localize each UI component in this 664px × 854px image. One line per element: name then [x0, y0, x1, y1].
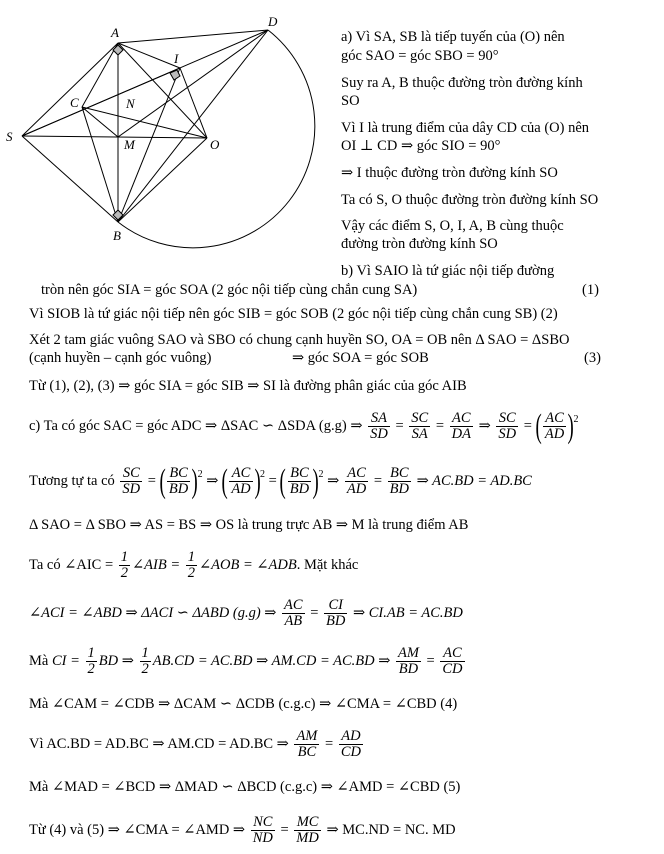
label-c: C — [70, 95, 79, 110]
text-b6: Từ (1), (2), (3) ⇒ góc SIA = góc SIB ⇒ SI là đường phân giác của góc AIB — [29, 378, 467, 394]
implies-sign: ⇒ — [206, 473, 219, 489]
c4-tail: . Mặt khác — [296, 557, 359, 573]
geometry-figure — [0, 0, 330, 250]
implies-sign: ⇒ — [327, 473, 340, 489]
eq-sign: = — [373, 473, 382, 489]
text-a8: Ta có S, O thuộc đường tròn đường kính SO — [341, 192, 599, 208]
frac-bc-bd: $\frac{BC}{BD}$ — [289, 465, 310, 498]
text-b2: tròn nên góc SIA = góc SOA (2 góc nội tiếp cùng chắn cung SA) — [41, 282, 418, 298]
label-d: D — [268, 14, 278, 29]
c1-intro: c) Ta có góc SAC = góc ADC — [29, 418, 202, 434]
text-c3: Δ SAO = Δ SBO ⇒ AS = BS ⇒ OS là trung trực AB ⇒ M là trung điểm AB — [29, 517, 469, 533]
text-a9: Vậy các điểm S, O, I, A, B cùng thuộc — [341, 218, 564, 234]
c2-result: ⇒ AC.BD = AD.BC — [416, 473, 532, 489]
eq-sign: = — [280, 822, 289, 838]
text-a2: góc SAO = góc SBO = 90° — [341, 48, 499, 64]
c10-result: ⇒ MC.ND = NC. MD — [326, 822, 456, 838]
text-c10 — [29, 812, 456, 848]
label-m: M — [124, 137, 135, 152]
eq-sign: = — [435, 418, 444, 434]
frac-one-half: $\frac{1}{2}$ — [141, 645, 149, 678]
frac-am-bd: $\frac{AM}{BD}$ — [397, 645, 419, 678]
frac-bc-bd: $\frac{BC}{BD}$ — [389, 465, 409, 498]
frac-nc-nd: $\frac{NC}{ND}$ — [252, 814, 273, 847]
frac-ac-da: $\frac{AC}{DA}$ — [451, 410, 471, 443]
text-b5-num: (3) — [584, 350, 601, 366]
text-a6: OI ⊥ CD ⇒ góc SIO = 90° — [341, 138, 501, 154]
eq-sign: = — [310, 605, 319, 621]
frac-mc-md: $\frac{MC}{MD}$ — [296, 814, 319, 847]
c6-ci: CI = — [51, 653, 80, 669]
frac-one-half: $\frac{1}{2}$ — [187, 549, 195, 582]
frac-one-half: $\frac{1}{2}$ — [87, 645, 95, 678]
frac-ac-cd: $\frac{AC}{CD}$ — [442, 645, 463, 678]
c6-rest: AB.CD = AC.BD ⇒ AM.CD = AC.BD ⇒ — [152, 653, 391, 669]
eq-sign: = — [426, 653, 435, 669]
label-s: S — [6, 129, 13, 144]
text-a5: Vì I là trung điểm của dây CD của (O) nên — [341, 120, 590, 136]
c5-result: ⇒ CI.AB = AC.BD — [352, 605, 463, 621]
label-o: O — [210, 137, 220, 152]
text-c6 — [29, 643, 467, 679]
text-a1: a) Vì SA, SB là tiếp tuyến của (O) nên — [341, 29, 565, 45]
frac-ci-bd: $\frac{CI}{BD}$ — [326, 597, 346, 630]
frac-ad-cd: $\frac{AD}{CD}$ — [340, 728, 361, 761]
eq-sign: = — [147, 473, 156, 489]
frac-bc-bd: $\frac{BC}{BD}$ — [168, 465, 189, 498]
text-a4: SO — [341, 93, 360, 109]
text-a10: đường tròn đường kính SO — [341, 236, 498, 252]
eq-sign: = — [325, 736, 334, 752]
text-b3: Vì SIOB là tứ giác nội tiếp nên góc SIB = góc SOB (2 góc nội tiếp cùng chắn cung SB) (2) — [29, 306, 558, 322]
text-c4 — [29, 547, 358, 583]
frac-sc-sd: $\frac{SC}{SD}$ — [122, 465, 141, 498]
text-c2: Tương tự ta có $\frac{SC}{SD}$ = ( $\frac{BC}{BD}$ )$^2$ ⇒ ( $\frac{AC}{AD}$ )$^2$ = ( $\frac{BC}{BD}$ )$^2$ ⇒ $\frac{AC}{AD}$ = $\frac{BC}{BD}$ ⇒ AC.BD = AD.BC — [29, 462, 532, 500]
square-exp: 2 — [197, 469, 203, 480]
frac-ac-ad: $\frac{AC}{AD}$ — [346, 465, 367, 498]
c5-intro: ∠ACI = ∠ABD ⇒ ΔACI ∽ ΔABD (g.g) ⇒ — [29, 605, 277, 621]
frac-ac-ad: $\frac{AC}{AD}$ — [231, 465, 251, 498]
text-b5b: ⇒ góc SOA = góc SOB — [292, 350, 429, 366]
text-c8 — [29, 726, 365, 762]
text-b2-num: (1) — [582, 282, 599, 298]
frac-ac-ad: $\frac{AC}{AD}$ — [544, 410, 565, 443]
text-a7: ⇒ I thuộc đường tròn đường kính SO — [341, 165, 558, 181]
text-b5a: (cạnh huyền – cạnh góc vuông) — [29, 350, 212, 366]
eq-sign: = — [268, 473, 277, 489]
text-c7: Mà ∠CAM = ∠CDB ⇒ ΔCAM ∽ ΔCDB (c.g.c) ⇒ ∠CMA = ∠CBD (4) — [29, 696, 458, 712]
c6-bd: BD ⇒ — [98, 653, 134, 669]
frac-sa-sd: $\frac{SA}{SD}$ — [370, 410, 388, 443]
square-exp: 2 — [318, 469, 324, 480]
text-c1: c) Ta có góc SAC = góc ADC ⇒ ΔSAC ∽ ΔSDA (g.g) ⇒ $\frac{SA}{SD}$ = $\frac{SC}{SA}$ = $\frac{AC}{DA}$ ⇒ $\frac{SC}{SD}$ = ( $\frac{AC}{AD}$ )$^2$ — [29, 407, 579, 445]
square-exp: 2 — [260, 469, 265, 480]
c8-intro: Vì AC.BD = AD.BC ⇒ AM.CD = AD.BC ⇒ — [29, 736, 289, 752]
c2-intro: Tương tự ta có — [29, 473, 115, 489]
c4-intro: Ta có ∠AIC = — [29, 557, 114, 573]
label-i: I — [174, 51, 179, 66]
c4-aib: ∠AIB = — [132, 557, 181, 573]
square-exp: 2 — [573, 414, 579, 425]
frac-sc-sd: $\frac{SC}{SD}$ — [498, 410, 517, 443]
text-a3: Suy ra A, B thuộc đường tròn đường kính — [341, 75, 583, 91]
c10-intro: Từ (4) và (5) ⇒ ∠CMA = ∠AMD ⇒ — [29, 822, 246, 838]
frac-ac-ab: $\frac{AC}{AB}$ — [284, 597, 303, 630]
label-a: A — [111, 25, 119, 40]
eq-sign: = — [395, 418, 404, 434]
text-c9: Mà ∠MAD = ∠BCD ⇒ ΔMAD ∽ ΔBCD (c.g.c) ⇒ ∠AMD = ∠CBD (5) — [29, 779, 461, 795]
text-b4: Xét 2 tam giác vuông SAO và SBO có chung cạnh huyền SO, OA = OB nên Δ SAO = ΔSBO — [29, 332, 570, 348]
frac-one-half: $\frac{1}{2}$ — [120, 549, 129, 582]
text-c5 — [29, 595, 463, 631]
c6-intro: Mà — [29, 653, 49, 669]
label-n: N — [126, 96, 135, 111]
c4-aob: ∠AOB = ∠ADB — [199, 557, 297, 573]
label-b: B — [113, 228, 121, 243]
c1-middle: ⇒ ΔSAC ∽ ΔSDA (g.g) ⇒ — [205, 418, 363, 434]
frac-sc-sa: $\frac{SC}{SA}$ — [411, 410, 429, 443]
implies-sign: ⇒ — [478, 418, 491, 434]
eq-sign: = — [523, 418, 532, 434]
frac-am-bc: $\frac{AM}{BC}$ — [296, 728, 318, 761]
text-b1: b) Vì SAIO là tứ giác nội tiếp đường — [341, 263, 555, 279]
